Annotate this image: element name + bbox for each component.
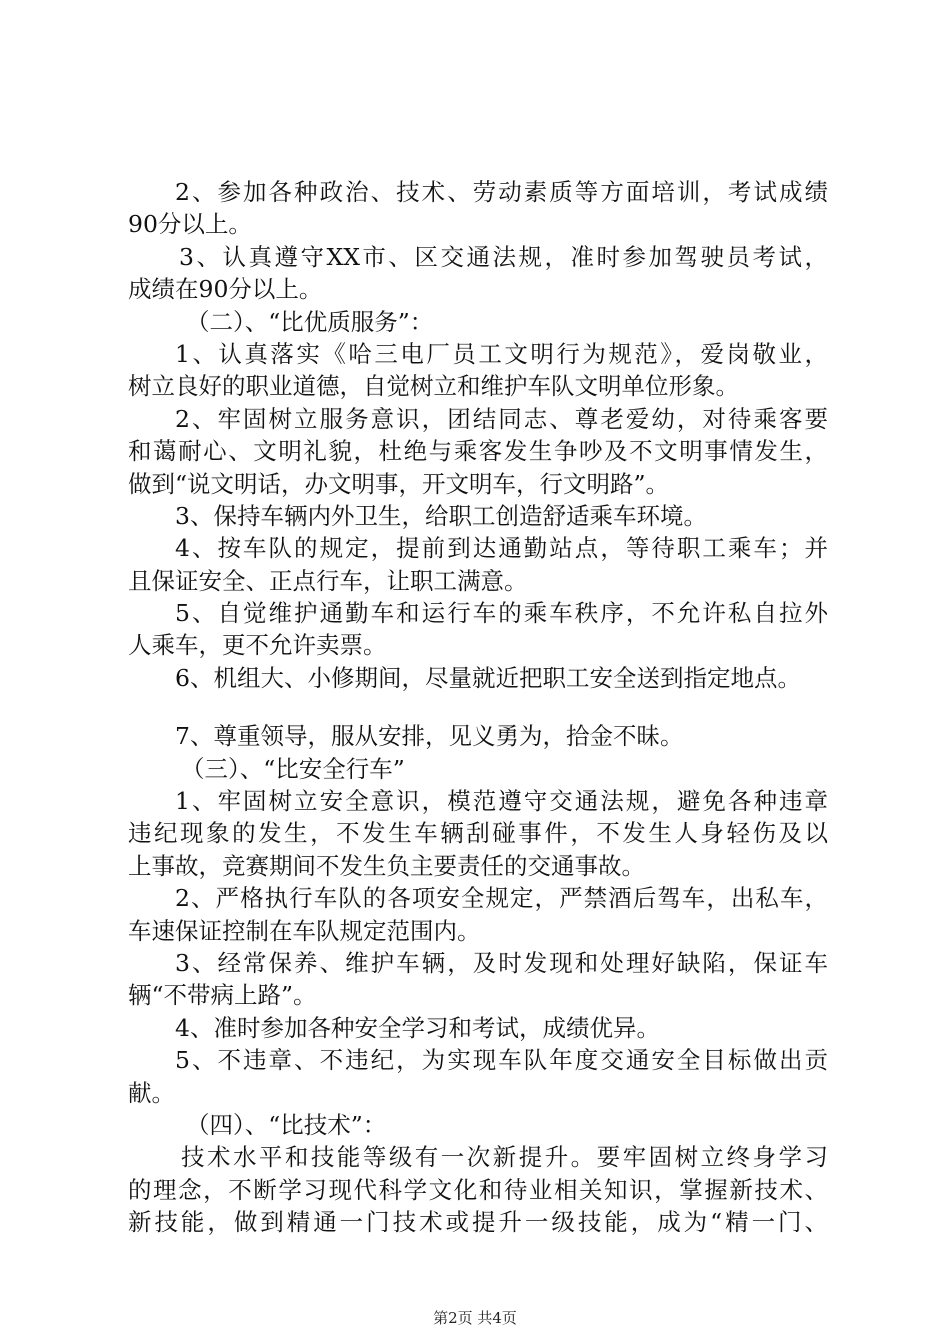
section-heading: （四）、“比技术”： bbox=[186, 1110, 387, 1139]
text-line: 人乘车，更不允许卖票。 bbox=[128, 631, 387, 660]
text-line: 2、严格执行车队的各项安全规定，严禁酒后驾车，出私车， bbox=[175, 884, 828, 913]
text-line: 4、准时参加各种安全学习和考试，成绩优异。 bbox=[175, 1013, 660, 1042]
text-line: 2、参加各种政治、技术、劳动素质等方面培训，考试成绩 bbox=[175, 178, 828, 206]
text-line: 2、牢固树立服务意识，团结同志、尊老爱幼，对待乘客要 bbox=[175, 404, 828, 433]
text-line: 5、不违章、不违纪，为实现车队年度交通安全目标做出贡 bbox=[175, 1046, 828, 1075]
paragraph-gap bbox=[128, 694, 828, 720]
text-line: 的理念，不断学习现代科学文化和待业相关知识，掌握新技术、 bbox=[128, 1175, 828, 1204]
section-heading: （二）、“比优质服务”： bbox=[186, 307, 434, 336]
text-line: 和蔼耐心、文明礼貌，杜绝与乘客发生争吵及不文明事情发生， bbox=[128, 437, 828, 466]
text-line: 3、认真遵守XX市、区交通法规，准时参加驾驶员考试， bbox=[179, 242, 828, 271]
text-line: 1、牢固树立安全意识，模范遵守交通法规，避免各种违章 bbox=[175, 787, 828, 816]
text-line: 1、认真落实《哈三电厂员工文明行为规范》，爱岗敬业， bbox=[175, 339, 828, 368]
text-line: 6、机组大、小修期间，尽量就近把职工安全送到指定地点。 bbox=[175, 663, 801, 692]
text-line: 做到“说文明话，办文明事，开文明车，行文明路”。 bbox=[128, 469, 670, 498]
text-line: 违纪现象的发生，不发生车辆刮碰事件，不发生人身轻伤及以 bbox=[128, 819, 828, 848]
text-line: 技术水平和技能等级有一次新提升。要牢固树立终身学习 bbox=[181, 1143, 828, 1172]
text-line: 献。 bbox=[128, 1078, 175, 1107]
text-line: 树立良好的职业道德，自觉树立和维护车队文明单位形象。 bbox=[128, 372, 739, 401]
section-heading: （三）、“比安全行车” bbox=[181, 754, 405, 783]
text-line: 车速保证控制在车队规定范围内。 bbox=[128, 916, 481, 945]
text-line: 辆“不带病上路”。 bbox=[128, 981, 317, 1010]
text-line: 3、经常保养、维护车辆，及时发现和处理好缺陷，保证车 bbox=[175, 948, 828, 977]
document-body bbox=[128, 176, 828, 1239]
text-line: 7、尊重领导，服从安排，见义勇为，拾金不昧。 bbox=[175, 722, 684, 751]
text-line: 上事故，竞赛期间不发生负主要责任的交通事故。 bbox=[128, 851, 645, 880]
text-line: 5、自觉维护通勤车和运行车的乘车秩序，不允许私自拉外 bbox=[175, 599, 828, 628]
text-line: 成绩在90分以上。 bbox=[128, 275, 323, 304]
text-line: 且保证安全、正点行车，让职工满意。 bbox=[128, 566, 528, 595]
page-number-footer: 第2页 共4页 bbox=[433, 1309, 517, 1327]
text-line: 4、按车队的规定，提前到达通勤站点，等待职工乘车；并 bbox=[175, 534, 828, 563]
text-line: 3、保持车辆内外卫生，给职工创造舒适乘车环境。 bbox=[175, 501, 707, 530]
text-line: 90分以上。 bbox=[128, 210, 252, 239]
text-line: 新技能，做到精通一门技术或提升一级技能，成为“精一门、 bbox=[128, 1208, 828, 1237]
